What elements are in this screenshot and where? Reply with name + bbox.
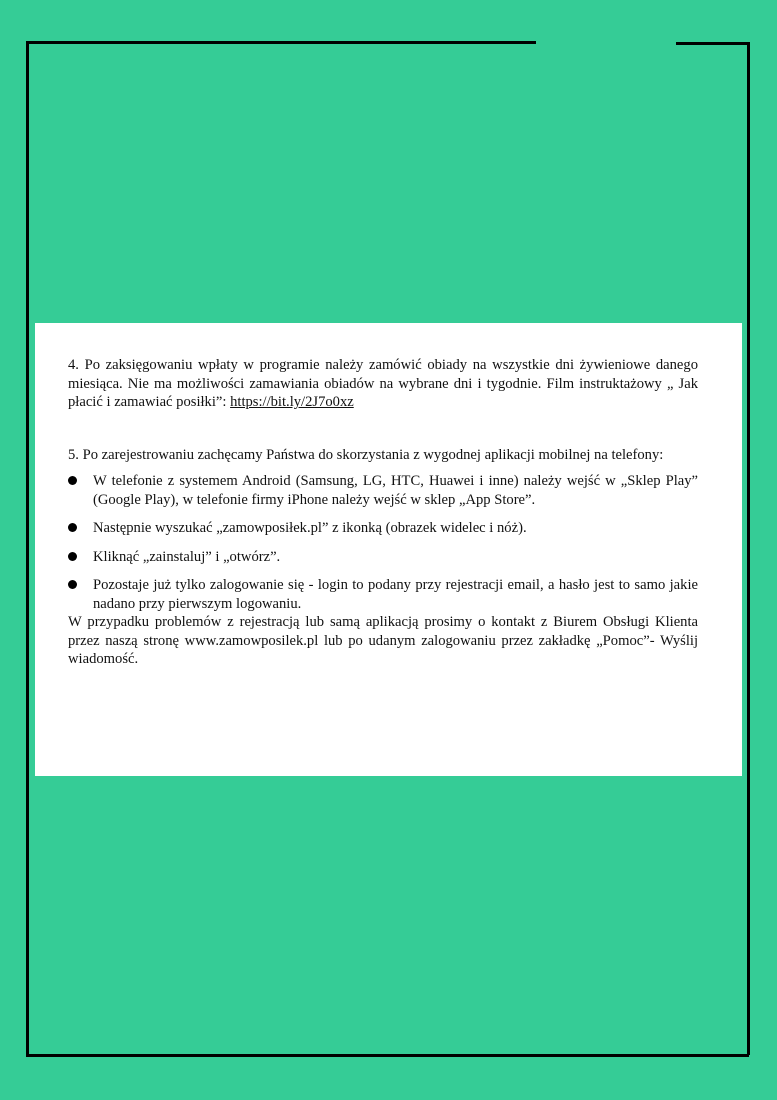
- bullet-list: [68, 472, 698, 613]
- closing-paragraph: W przypadku problemów z rejestracją lub samą aplikacją prosimy o kontakt z Biurem Obsługi Klienta przez naszą stronę www.zamowposilek.pl lub po udanym zalogowaniu przez zakładkę „Pomoc”- Wyślij wiadomość.: [68, 614, 698, 667]
- bullet-icon: [68, 523, 77, 532]
- bullet-item-install: [68, 548, 698, 567]
- bullet-icon: [68, 580, 77, 589]
- paragraph-5: 5. Po zarejestrowaniu zachęcamy Państwa do skorzystania z wygodnej aplikacji mobilnej na telefony:: [68, 446, 664, 463]
- bullet-icon: [68, 552, 77, 561]
- bullet-text: Kliknąć „zainstaluj” i „otwórz”.: [93, 548, 281, 565]
- bullet-icon: [68, 476, 77, 485]
- bullet-text: Następnie wyszukać „zamowposiłek.pl” z ikonką (obrazek widelec i nóż).: [93, 520, 527, 536]
- instruction-video-link[interactable]: https://bit.ly/2J7o0xz: [230, 394, 354, 410]
- document-text: [68, 356, 698, 669]
- paragraph-4: [68, 356, 698, 412]
- bullet-text: Pozostaje już tylko zalogowanie się - login to podany przy rejestracji email, a hasło jest to samo jakie nadano przy pierwszym logowaniu.: [93, 577, 698, 612]
- frame-line-top-left: [26, 41, 536, 44]
- frame-line-left: [26, 41, 29, 1056]
- frame-line-bottom: [26, 1054, 749, 1057]
- bullet-text: W telefonie z systemem Android (Samsung, LG, HTC, Huawei i inne) należy wejść w „Sklep Play” (Google Play), w telefonie firmy iPhone należy wejść w sklep „App Store”.: [93, 473, 698, 508]
- bullet-item-login: [68, 576, 698, 613]
- bullet-item-search: [68, 519, 698, 538]
- frame-line-right: [747, 43, 750, 1055]
- paragraph-4-text: 4. Po zaksięgowaniu wpłaty w programie należy zamówić obiady na wszystkie dni żywieniowe danego miesiąca. Nie ma możliwości zamawiania obiadów na wybrane dni i tygodnie. Film instruktażowy „ Jak płacić i zamawiać posiłki”:: [68, 357, 698, 410]
- bullet-item-android: [68, 472, 698, 509]
- frame-line-top-right: [676, 42, 750, 45]
- document-sheet: [35, 323, 742, 776]
